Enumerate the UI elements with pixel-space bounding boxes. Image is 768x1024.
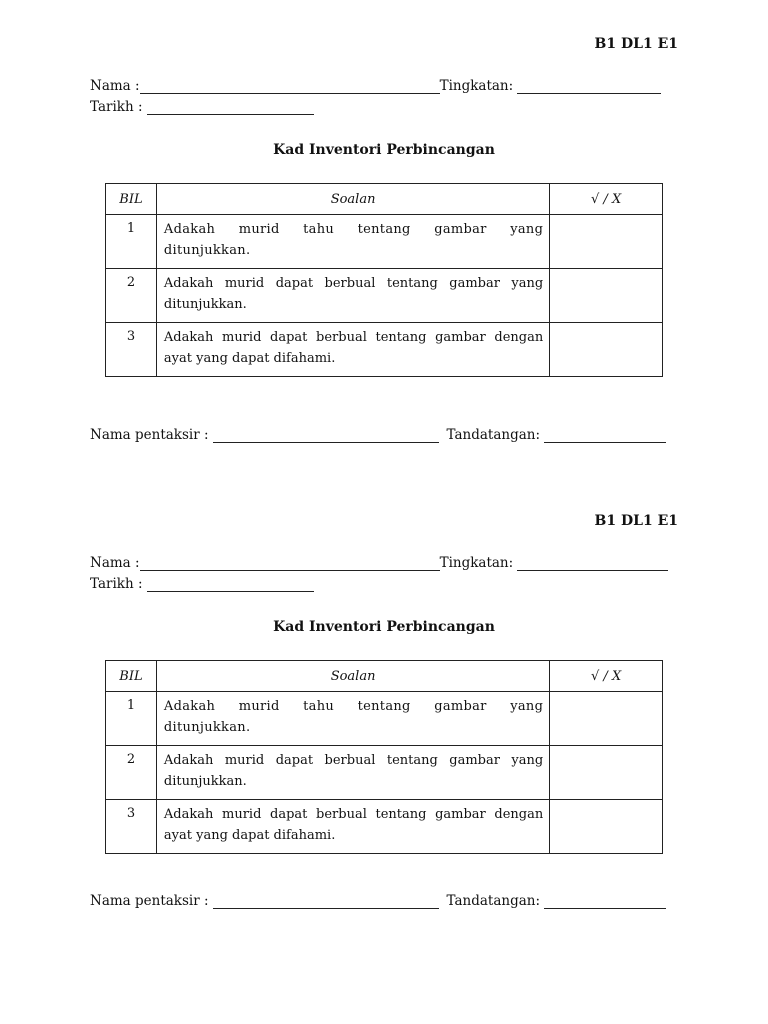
tingkatan-label: Tingkatan: <box>439 555 514 571</box>
tarikh-row <box>90 576 314 592</box>
table-row <box>106 800 663 854</box>
tandatangan-field[interactable] <box>544 896 666 909</box>
inventory-table <box>105 660 663 854</box>
nama-field[interactable] <box>140 558 440 571</box>
tarikh-field[interactable] <box>147 579 314 592</box>
row-number: 3 <box>106 323 157 377</box>
inventory-form-1 <box>0 0 768 500</box>
row-question: Adakah murid tahu tentang gambar yang ditunjukkan. <box>156 215 549 269</box>
nama-row <box>90 78 661 94</box>
table-header-row <box>106 184 663 215</box>
pentaksir-label: Nama pentaksir : <box>90 427 209 443</box>
form-code: B1 DL1 E1 <box>594 513 678 529</box>
pentaksir-field[interactable] <box>213 896 439 909</box>
header-soalan: Soalan <box>156 661 549 692</box>
row-mark-cell[interactable] <box>550 215 663 269</box>
row-number: 3 <box>106 800 157 854</box>
tarikh-row <box>90 99 314 115</box>
row-question: Adakah murid dapat berbual tentang gambar yang ditunjukkan. <box>156 269 549 323</box>
tingkatan-field[interactable] <box>517 81 661 94</box>
form-code: B1 DL1 E1 <box>594 36 678 52</box>
table-row <box>106 215 663 269</box>
table-row <box>106 323 663 377</box>
header-bil: BIL <box>106 661 157 692</box>
header-mark: √ / X <box>550 661 663 692</box>
row-question: Adakah murid dapat berbual tentang gambar dengan ayat yang dapat difahami. <box>156 323 549 377</box>
tandatangan-label: Tandatangan: <box>446 893 541 909</box>
table-header-row <box>106 661 663 692</box>
nama-label: Nama : <box>90 555 140 571</box>
row-question: Adakah murid tahu tentang gambar yang ditunjukkan. <box>156 692 549 746</box>
form-title: Kad Inventori Perbincangan <box>273 619 495 635</box>
tarikh-label: Tarikh : <box>90 576 143 592</box>
tingkatan-label: Tingkatan: <box>439 78 514 94</box>
table-row <box>106 269 663 323</box>
nama-field[interactable] <box>140 81 440 94</box>
row-mark-cell[interactable] <box>550 269 663 323</box>
row-mark-cell[interactable] <box>550 692 663 746</box>
table-row <box>106 692 663 746</box>
row-number: 1 <box>106 692 157 746</box>
header-mark: √ / X <box>550 184 663 215</box>
nama-row <box>90 555 668 571</box>
signature-row <box>90 427 666 443</box>
header-soalan: Soalan <box>156 184 549 215</box>
pentaksir-field[interactable] <box>213 430 439 443</box>
inventory-table <box>105 183 663 377</box>
tarikh-label: Tarikh : <box>90 99 143 115</box>
row-question: Adakah murid dapat berbual tentang gambar yang ditunjukkan. <box>156 746 549 800</box>
row-question: Adakah murid dapat berbual tentang gambar dengan ayat yang dapat difahami. <box>156 800 549 854</box>
form-title: Kad Inventori Perbincangan <box>273 142 495 158</box>
tarikh-field[interactable] <box>147 102 314 115</box>
row-mark-cell[interactable] <box>550 323 663 377</box>
tandatangan-field[interactable] <box>544 430 666 443</box>
header-bil: BIL <box>106 184 157 215</box>
row-number: 2 <box>106 269 157 323</box>
nama-label: Nama : <box>90 78 140 94</box>
row-mark-cell[interactable] <box>550 746 663 800</box>
tingkatan-field[interactable] <box>517 558 668 571</box>
inventory-form-2 <box>0 477 768 977</box>
row-mark-cell[interactable] <box>550 800 663 854</box>
signature-row <box>90 893 666 909</box>
tandatangan-label: Tandatangan: <box>446 427 541 443</box>
row-number: 2 <box>106 746 157 800</box>
pentaksir-label: Nama pentaksir : <box>90 893 209 909</box>
table-row <box>106 746 663 800</box>
row-number: 1 <box>106 215 157 269</box>
